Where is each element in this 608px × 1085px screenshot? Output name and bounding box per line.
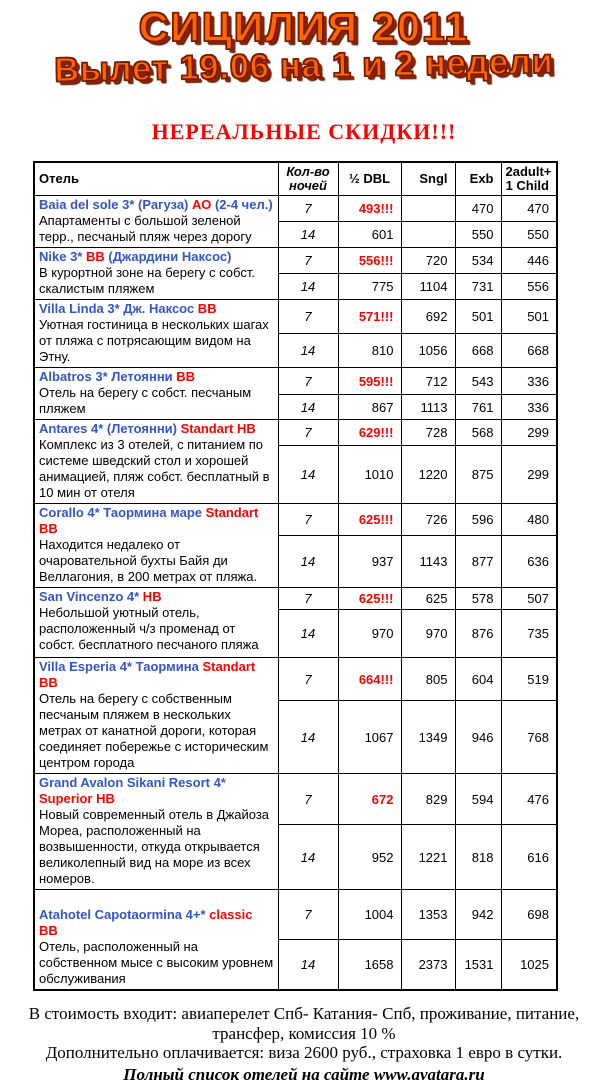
price-cell-exb: 550: [455, 222, 501, 248]
price-table-body: [34, 196, 557, 991]
nights-cell: 14: [278, 939, 338, 990]
hotel-name-text: Corallo 4* Таормина маре: [39, 505, 203, 521]
hotel-name: [39, 369, 274, 385]
footer: [0, 1004, 608, 1084]
hotel-name-text: Baia del sole 3* (Рагуза): [39, 197, 189, 213]
hotel-board-type: ВВ: [82, 249, 105, 265]
title-line-2: Вылет 19.06 на 1 и 2 недели: [54, 42, 554, 90]
hotel-description: Находится недалеко от очаровательной бухты Байя ди Веллагония, в 200 метрах от пляжа.: [39, 537, 258, 585]
price-cell-2adult-1child: 476: [501, 774, 557, 824]
price-cell-exb: 568: [455, 420, 501, 445]
column-header-dbl: ½ DBL: [338, 162, 401, 196]
hotel-description: Уютная гостиница в нескольких шагах от пляжа с потрясающим видом на Этну.: [39, 317, 269, 365]
hotel-cell: [34, 658, 278, 774]
hotel-board-type: HB: [139, 589, 162, 605]
price-cell-half-dbl: 810: [338, 334, 401, 368]
nights-cell: 14: [278, 700, 338, 773]
hotel-description: Отель на берегу с собственным песчаным пляжем в нескольких метрах от канатной дороги, которая соединяет побережье с историческим центром города: [39, 691, 269, 771]
hotel-name-suffix: (Джардини Наксос): [104, 249, 232, 265]
nights-cell: 14: [278, 274, 338, 300]
table-row: [34, 368, 557, 395]
footer-site-line: Полный список отелей на сайте www.avatara.ru: [123, 1064, 485, 1084]
nights-cell: 14: [278, 610, 338, 658]
price-cell-exb: 596: [455, 504, 501, 536]
hotel-board-type: Standart BB: [39, 505, 259, 537]
nights-cell: 7: [278, 300, 338, 334]
price-cell-half-dbl: 625!!!: [338, 588, 401, 610]
price-cell-half-dbl: 952: [338, 824, 401, 890]
hotel-board-type: Standart BB: [39, 659, 256, 691]
price-cell-2adult-1child: 336: [501, 368, 557, 395]
price-cell-exb: 594: [455, 774, 501, 824]
hotel-board-type: classic BB: [39, 907, 253, 939]
footer-included-line-1: В стоимость входит: авиаперелет Спб- Катания- Спб, проживание, питание,: [28, 1004, 580, 1024]
hotel-description: Отель, расположенный на собственном мысе с высоким уровнем обслуживания: [39, 939, 274, 987]
hotel-name: [39, 589, 274, 605]
hotel-cell: [34, 504, 278, 588]
hotel-description: Апартаменты с большой зеленой терр., песчаный пляж через дорогу: [39, 213, 252, 245]
hotel-cell: [34, 368, 278, 420]
hotel-description: Новый современный отель в Джайоза Мореа, расположенный на возвышенности, откуда открывается великолепный вид на море из всех номеров.: [39, 807, 270, 887]
price-cell-sngl: 1104: [401, 274, 455, 300]
price-cell-2adult-1child: 698: [501, 890, 557, 940]
price-cell-sngl: 1143: [401, 536, 455, 588]
hotel-board-type: Superior HB: [39, 791, 115, 807]
price-cell-2adult-1child: 299: [501, 420, 557, 445]
hotel-name: [39, 421, 274, 437]
price-cell-half-dbl: 625!!!: [338, 504, 401, 536]
table-row: [34, 300, 557, 334]
price-cell-exb: 604: [455, 658, 501, 701]
footer-included-line-2: трансфер, комиссия 10 %: [212, 1023, 396, 1043]
nights-cell: 7: [278, 368, 338, 395]
price-cell-sngl: 1056: [401, 334, 455, 368]
nights-cell: 14: [278, 445, 338, 504]
price-cell-exb: 946: [455, 700, 501, 773]
price-cell-half-dbl: 672: [338, 774, 401, 824]
nights-cell: 7: [278, 504, 338, 536]
hotel-name: [39, 659, 274, 691]
hotel-name-text: Nike 3*: [39, 249, 83, 265]
table-row: [34, 774, 557, 824]
price-cell-2adult-1child: 556: [501, 274, 557, 300]
hotel-name-text: Villa Esperia 4* Таормина: [39, 659, 199, 675]
hotel-name-text: Antares 4* (Летоянни): [39, 421, 178, 437]
nights-cell: 7: [278, 420, 338, 445]
hotel-description: В курортной зоне на берегу с собст. скалистым пляжем: [39, 265, 255, 297]
hotel-name: [39, 301, 274, 317]
price-cell-exb: 534: [455, 248, 501, 274]
hotel-cell: [34, 420, 278, 504]
hotel-cell: [34, 300, 278, 368]
price-cell-half-dbl: 1067: [338, 700, 401, 773]
price-cell-exb: 877: [455, 536, 501, 588]
price-cell-exb: 818: [455, 824, 501, 890]
price-cell-2adult-1child: 501: [501, 300, 557, 334]
price-cell-sngl: [401, 222, 455, 248]
price-cell-half-dbl: 595!!!: [338, 368, 401, 395]
page-subtitle: НЕРЕАЛЬНЫЕ СКИДКИ!!!: [151, 118, 457, 144]
nights-cell: 14: [278, 334, 338, 368]
hotel-description: Небольшой уютный отель, расположенный ч/з променад от собст. бесплатного песчаного пляжа: [39, 605, 259, 653]
price-cell-sngl: 625: [401, 588, 455, 610]
price-cell-half-dbl: 571!!!: [338, 300, 401, 334]
hotel-cell: [34, 890, 278, 991]
column-header-nights: Кол-во ночей: [278, 162, 338, 196]
column-header-sngl: Sngl: [401, 162, 455, 196]
price-cell-sngl: 829: [401, 774, 455, 824]
price-cell-2adult-1child: 480: [501, 504, 557, 536]
nights-cell: 7: [278, 890, 338, 940]
price-cell-sngl: 726: [401, 504, 455, 536]
hotel-name-suffix: (2-4 чел.): [211, 197, 273, 213]
table-row: [34, 196, 557, 222]
price-cell-sngl: 720: [401, 248, 455, 274]
price-cell-2adult-1child: 507: [501, 588, 557, 610]
hotel-description: Отель на берегу с собст. песчаным пляжем: [39, 385, 252, 417]
hotel-board-type: Standart HB: [177, 421, 256, 437]
hotel-description: Комплекс из 3 отелей, с питанием по системе шведский стол и хорошей анимацией, пляж собст. бесплатный в 10 мин от отеля: [39, 437, 270, 501]
price-cell-exb: 501: [455, 300, 501, 334]
header-row: [34, 162, 557, 196]
price-cell-exb: 578: [455, 588, 501, 610]
table-row: [34, 588, 557, 610]
nights-cell: 14: [278, 222, 338, 248]
title-line-1: СИЦИЛИЯ 2011: [138, 4, 470, 50]
price-cell-half-dbl: 775: [338, 274, 401, 300]
price-cell-exb: 543: [455, 368, 501, 395]
price-table-header: [34, 162, 557, 196]
price-cell-half-dbl: 664!!!: [338, 658, 401, 701]
price-cell-2adult-1child: 616: [501, 824, 557, 890]
hotel-board-type: ВВ: [172, 369, 196, 385]
price-cell-2adult-1child: 470: [501, 196, 557, 222]
price-cell-half-dbl: 970: [338, 610, 401, 658]
table-row: [34, 420, 557, 445]
price-cell-half-dbl: 1658: [338, 939, 401, 990]
price-cell-sngl: 1220: [401, 445, 455, 504]
hotel-cell: [34, 248, 278, 300]
price-cell-half-dbl: 1004: [338, 890, 401, 940]
page-title: [0, 0, 608, 90]
hotel-name-text: Grand Avalon Sikani Resort 4*: [39, 775, 226, 791]
column-header-hotel: Отель: [34, 162, 278, 196]
price-cell-half-dbl: 601: [338, 222, 401, 248]
price-cell-2adult-1child: 519: [501, 658, 557, 701]
price-cell-2adult-1child: 1025: [501, 939, 557, 990]
hotel-board-type: ВВ: [194, 301, 217, 317]
price-cell-exb: 668: [455, 334, 501, 368]
hotel-name-text: Albatros 3* Летоянни: [39, 369, 173, 385]
price-cell-sngl: 1113: [401, 395, 455, 420]
price-cell-sngl: 1349: [401, 700, 455, 773]
price-cell-sngl: 805: [401, 658, 455, 701]
column-header-child: 2adult+ 1 Child: [501, 162, 557, 196]
price-cell-half-dbl: 493!!!: [338, 196, 401, 222]
price-cell-exb: 875: [455, 445, 501, 504]
table-row: [34, 658, 557, 701]
price-cell-sngl: [401, 196, 455, 222]
table-row: [34, 890, 557, 940]
hotel-name-text: Villa Linda 3* Дж. Наксос: [39, 301, 195, 317]
price-cell-2adult-1child: 735: [501, 610, 557, 658]
price-cell-half-dbl: 556!!!: [338, 248, 401, 274]
hotel-cell: [34, 774, 278, 890]
price-cell-sngl: 2373: [401, 939, 455, 990]
column-header-exb: Exb: [455, 162, 501, 196]
price-cell-2adult-1child: 768: [501, 700, 557, 773]
price-cell-exb: 1531: [455, 939, 501, 990]
price-cell-half-dbl: 867: [338, 395, 401, 420]
hotel-board-type: АО: [188, 197, 212, 213]
price-cell-sngl: 692: [401, 300, 455, 334]
price-cell-2adult-1child: 668: [501, 334, 557, 368]
nights-cell: 14: [278, 536, 338, 588]
price-cell-2adult-1child: 336: [501, 395, 557, 420]
nights-cell: 7: [278, 248, 338, 274]
nights-cell: 7: [278, 774, 338, 824]
hotel-name-text: San Vincenzo 4*: [39, 589, 140, 605]
price-cell-sngl: 1353: [401, 890, 455, 940]
price-cell-sngl: 970: [401, 610, 455, 658]
price-cell-2adult-1child: 299: [501, 445, 557, 504]
hotel-name-text: Atahotel Capotaormina 4+*: [39, 907, 206, 923]
price-cell-half-dbl: 629!!!: [338, 420, 401, 445]
table-row: [34, 248, 557, 274]
hotel-name: [39, 249, 274, 265]
hotel-cell: [34, 196, 278, 248]
hotel-name: [39, 505, 274, 537]
price-cell-half-dbl: 1010: [338, 445, 401, 504]
price-cell-2adult-1child: 446: [501, 248, 557, 274]
nights-cell: 14: [278, 395, 338, 420]
nights-cell: 7: [278, 658, 338, 701]
nights-cell: 14: [278, 824, 338, 890]
price-cell-exb: 876: [455, 610, 501, 658]
price-cell-exb: 470: [455, 196, 501, 222]
price-cell-2adult-1child: 636: [501, 536, 557, 588]
price-cell-exb: 942: [455, 890, 501, 940]
nights-cell: 7: [278, 588, 338, 610]
price-cell-exb: 731: [455, 274, 501, 300]
hotel-name: [39, 775, 274, 807]
price-cell-sngl: 728: [401, 420, 455, 445]
hotel-name: [39, 907, 274, 939]
price-cell-half-dbl: 937: [338, 536, 401, 588]
price-cell-sngl: 1221: [401, 824, 455, 890]
hotel-cell: [34, 588, 278, 658]
table-row: [34, 504, 557, 536]
footer-extra-payment-line: Дополнительно оплачивается: виза 2600 руб., страховка 1 евро в сутки.: [45, 1043, 563, 1063]
price-cell-sngl: 712: [401, 368, 455, 395]
price-cell-exb: 761: [455, 395, 501, 420]
nights-cell: 7: [278, 196, 338, 222]
price-cell-2adult-1child: 550: [501, 222, 557, 248]
hotel-name: [39, 197, 274, 213]
price-table: [33, 161, 558, 992]
